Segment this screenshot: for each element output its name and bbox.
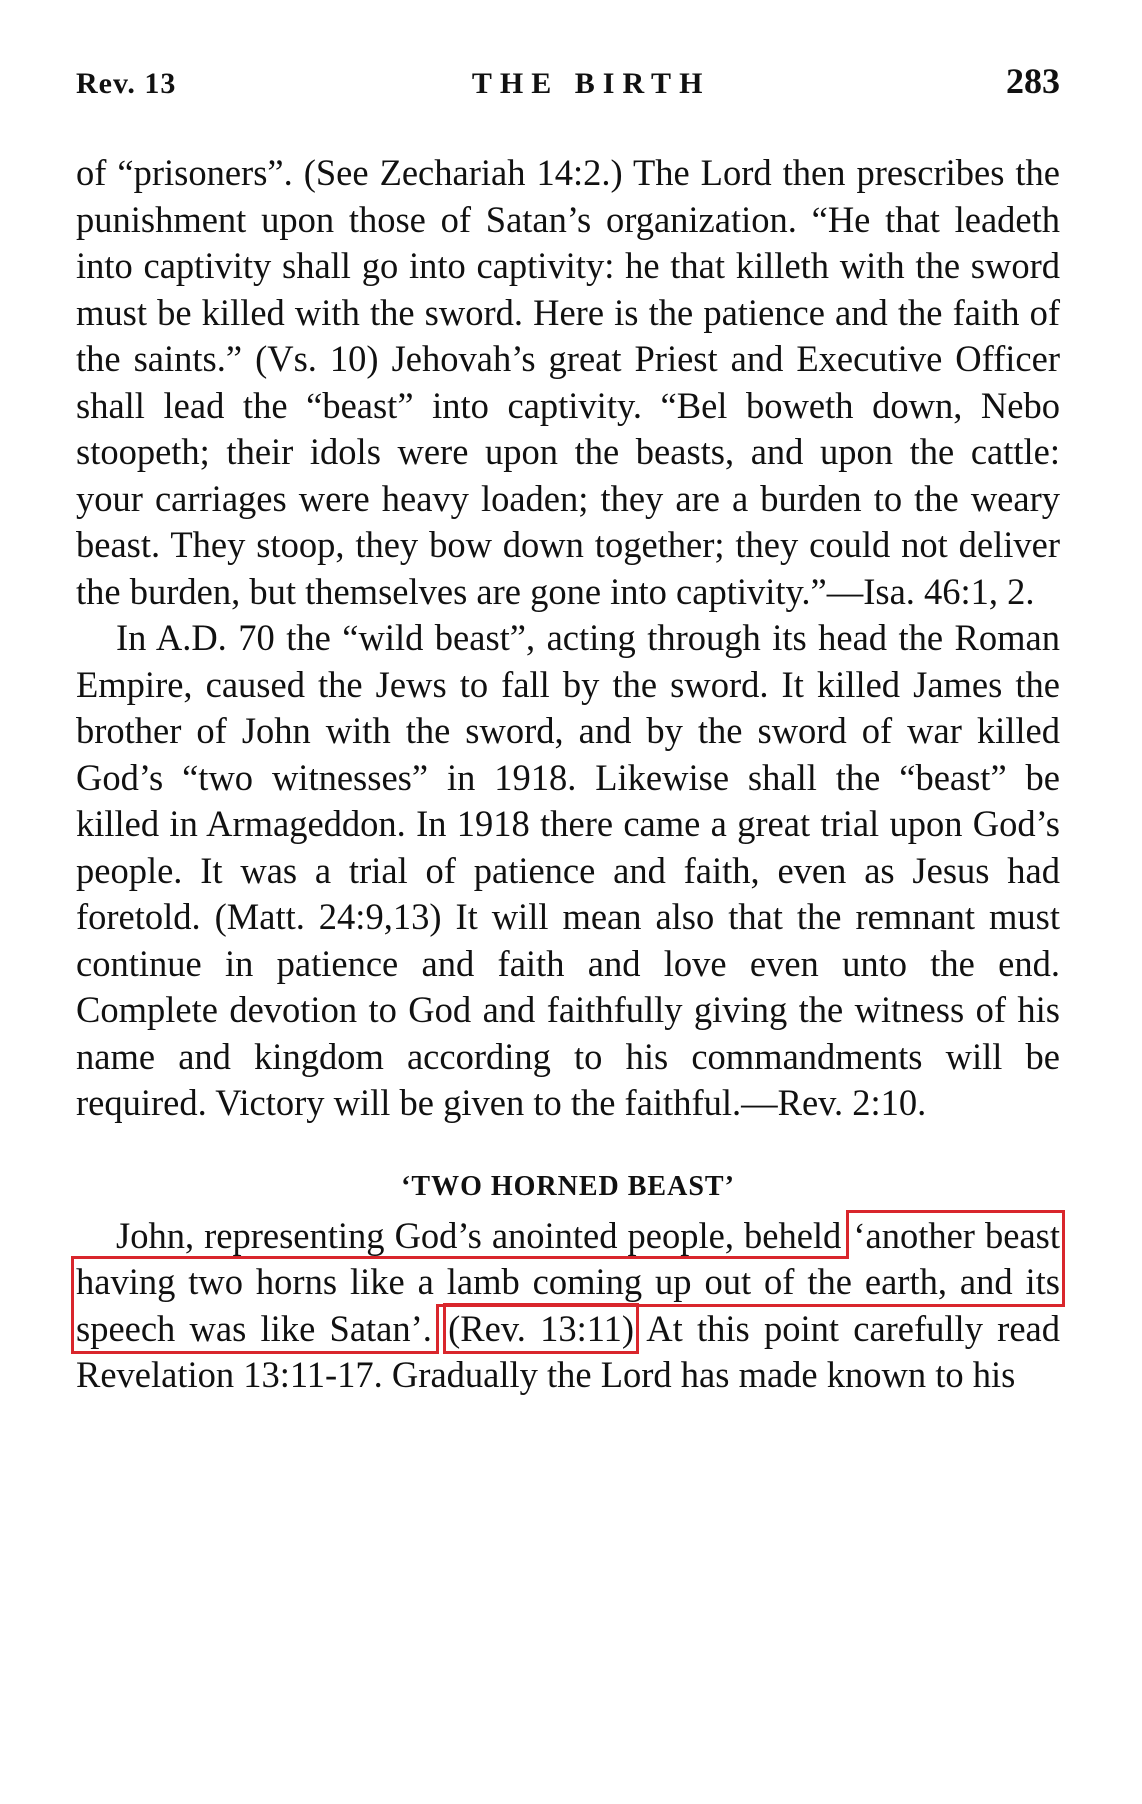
book-page	[76, 60, 1060, 1399]
intro-text: John, representing God’s anointed people, beheld	[116, 1214, 842, 1256]
section-heading: ‘TWO HORNED BEAST’	[401, 1170, 735, 1202]
running-title: THE BIRTH	[471, 67, 711, 100]
continuation-text: At this point carefully read Revelation 13:11-17. Gradually the Lord has made known to his	[76, 1307, 1060, 1395]
page-body	[76, 150, 1060, 1399]
highlighted-quote: ‘another beast having two horns like a lamb coming up out of the earth, and its speech was like Satan’.	[76, 1214, 1060, 1349]
running-header	[76, 60, 1060, 120]
paragraph-wild-beast: In A.D. 70 the “wild beast”, acting through its head the Roman Empire, caused the Jews to fall by the sword. It killed James the brother of John with the sword, and by the sword of war killed God’s “two witnesses” in 1918. Likewise shall the “beast” be killed in Armageddon. In 1918 there came a great trial upon God’s people. It was a trial of patience and faith, even as Jesus had foretold. (Matt. 24:9,13) It will mean also that the remnant must continue in patience and faith and love even unto the end. Complete devotion to God and faithfully giving the witness of his name and kingdom according to his commandments will be required. Victory will be given to the faithful.—Rev. 2:10.	[76, 617, 1060, 1123]
highlighted-reference: (Rev. 13:11)	[448, 1307, 635, 1349]
paragraph-two-horned-beast	[76, 1213, 1060, 1399]
chapter-reference: Rev. 13	[76, 67, 177, 100]
paragraph-captivity: of “prisoners”. (See Zechariah 14:2.) The Lord then prescribes the punishment upon those of Satan’s organization. “He that leadeth into captivity shall go into captivity: he that killeth with the sword must be killed with the sword. Here is the patience and the faith of the saints.” (Vs. 10) Jehovah’s great Priest and Executive Officer shall lead the “beast” into captivity. “Bel boweth down, Nebo stoopeth; their idols were upon the beasts, and upon the cattle: your carriages were heavy loaden; they are a burden to the weary beast. They stoop, they bow down together; they could not deliver the burden, but themselves are gone into captivity.”—Isa. 46:1, 2.	[76, 152, 1060, 612]
page-number: 283	[1005, 61, 1060, 101]
